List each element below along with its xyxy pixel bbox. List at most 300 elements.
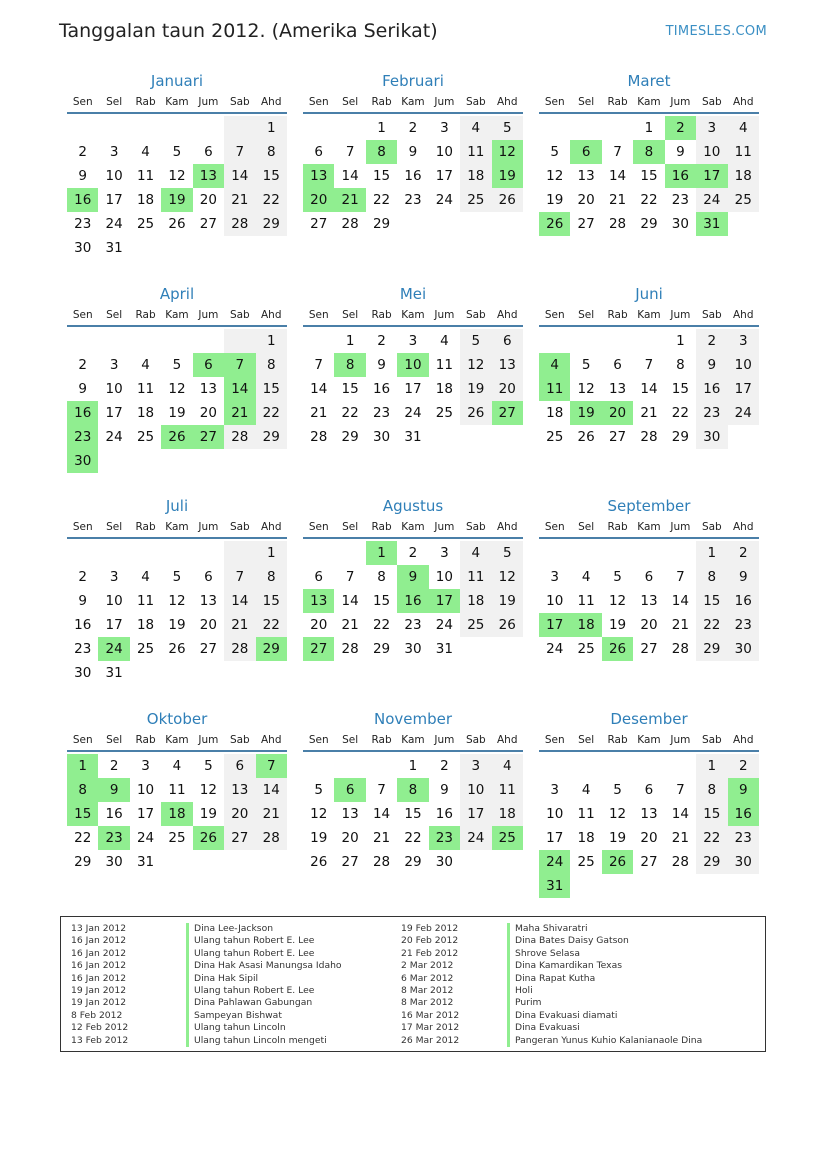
day-cell: 24 [728,401,759,425]
day-cell: 29 [404,854,422,870]
day-cell: 5 [492,116,523,140]
site-link[interactable]: TIMESLES.COM [665,24,767,39]
day-cell: 17 [136,806,155,822]
holiday-day: 13 [193,164,224,188]
weekday-label: Sel [342,96,359,108]
weekday-label: Jum [434,309,455,321]
legend-holiday-name: Dina Lee-Jackson [186,923,342,935]
day-cell: 17 [435,168,453,184]
holiday-day: 31 [696,212,727,236]
weekday-label: Ahd [732,96,754,108]
day-cell: 18 [136,405,155,421]
day-cell: 2 [440,758,449,774]
legend-date: 8 Mar 2012 [401,997,454,1009]
day-cell: 30 [671,216,689,232]
legend-date: 8 Feb 2012 [71,1009,123,1021]
day-cell: 3 [109,569,119,585]
day-cell: 18 [460,589,491,613]
day-cell: 9 [78,381,87,397]
weekday-label: Ahd [260,734,282,746]
empty-cell [570,754,601,778]
month-name: Desember [610,710,688,728]
weekday-label: Rab [135,521,156,533]
day-cell: 12 [608,806,627,822]
day-cell: 24 [546,641,564,657]
month-name: Maret [627,72,671,90]
weekday-label: Jum [198,521,219,533]
day-cell: 17 [546,830,564,846]
weekday-label: Jum [670,521,691,533]
day-cell: 4 [440,333,449,349]
day-cell: 11 [168,782,186,798]
legend-date: 16 Mar 2012 [401,1009,460,1021]
day-cell: 29 [640,216,658,232]
day-cell: 27 [577,216,595,232]
day-cell: 15 [696,589,727,613]
day-cell: 29 [372,641,391,657]
day-cell: 21 [224,188,255,212]
day-cell: 4 [141,569,150,585]
weekday-header [539,308,759,327]
weekday-label: Sen [308,96,329,108]
weekday-label: Jum [198,96,219,108]
weekday-header [303,733,523,752]
month-mei [303,283,523,449]
day-cell: 28 [341,216,359,232]
day-cell: 21 [310,405,328,421]
month-juli [67,495,287,685]
day-cell: 6 [314,144,323,160]
legend-holiday-name: Pangeran Yunus Kuhio Kalanianaole Dina [507,1035,702,1047]
empty-cell [539,329,570,353]
day-cell: 4 [141,357,150,373]
legend-holiday-name: Maha Shivaratri [507,923,702,935]
day-cell: 27 [224,826,255,850]
day-grid [67,754,287,874]
day-cell: 19 [492,589,523,613]
day-grid [67,329,287,473]
day-cell: 11 [460,565,491,589]
day-cell: 3 [109,357,119,373]
day-cell: 23 [671,192,689,208]
day-cell: 7 [314,357,323,373]
day-cell: 28 [341,641,359,657]
day-cell: 3 [728,329,759,353]
day-cell: 29 [256,425,287,449]
empty-cell [334,754,365,778]
day-cell: 30 [696,425,727,449]
day-cell: 15 [640,168,658,184]
holiday-day: 8 [397,778,428,802]
day-cell: 26 [168,216,186,232]
day-cell: 7 [676,569,685,585]
day-cell: 17 [105,617,123,633]
day-cell: 26 [492,188,523,212]
day-cell: 3 [550,569,559,585]
day-cell: 20 [640,617,658,633]
legend-holiday-name: Dina Pahlawan Gabungan [186,997,342,1009]
legend-date: 19 Jan 2012 [71,984,127,996]
weekday-label: Sen [72,734,93,746]
day-cell: 22 [372,192,391,208]
day-cell: 25 [460,613,491,637]
empty-cell [570,329,601,353]
holiday-day: 17 [539,613,570,637]
day-cell: 26 [577,429,595,445]
day-cell: 28 [224,637,255,661]
day-cell: 28 [640,429,658,445]
day-cell: 23 [74,216,92,232]
day-cell: 30 [728,637,759,661]
legend-date: 13 Jan 2012 [71,923,127,934]
day-cell: 2 [377,333,386,349]
day-cell: 21 [671,617,689,633]
month-name: Juli [165,497,189,515]
day-cell: 10 [105,593,123,609]
day-cell: 5 [581,357,591,373]
day-cell: 12 [168,381,186,397]
day-cell: 21 [640,405,658,421]
empty-cell [98,329,129,353]
legend-holiday-name: Ulang tahun Robert E. Lee [186,935,342,947]
day-cell: 20 [492,377,523,401]
day-cell: 12 [608,593,627,609]
day-cell: 24 [136,830,155,846]
empty-cell [161,329,192,353]
day-cell: 12 [546,168,564,184]
day-cell: 19 [460,377,491,401]
weekday-label: Jum [434,734,455,746]
legend-holiday-name: Dina Evakuasi [507,1022,702,1034]
legend-holiday-name: Ulang tahun Robert E. Lee [186,948,342,960]
month-name: Mei [399,285,427,303]
day-cell: 3 [141,758,150,774]
day-cell: 13 [199,593,217,609]
day-cell: 18 [728,164,759,188]
legend-date: 16 Jan 2012 [71,972,127,984]
day-grid [539,329,759,449]
day-cell: 1 [696,541,727,565]
weekday-label: Ahd [732,734,754,746]
day-cell: 10 [546,806,564,822]
weekday-label: Jum [434,96,455,108]
day-cell: 25 [136,216,155,232]
day-cell: 13 [640,806,658,822]
holiday-day: 8 [334,353,365,377]
day-cell: 23 [728,613,759,637]
day-grid [539,754,759,898]
weekday-label: Ahd [496,96,518,108]
holiday-day: 6 [570,140,601,164]
day-cell: 5 [204,758,213,774]
weekday-label: Rab [135,734,156,746]
day-cell: 22 [696,613,727,637]
month-maret [539,70,759,236]
day-cell: 6 [204,569,213,585]
day-cell: 2 [78,144,87,160]
day-cell: 11 [435,357,453,373]
weekday-label: Jum [670,96,691,108]
weekday-label: Sel [106,309,123,321]
weekday-label: Sab [701,309,722,321]
day-cell: 10 [546,593,564,609]
weekday-label: Jum [198,734,219,746]
day-cell: 9 [377,357,386,373]
day-cell: 21 [608,192,627,208]
holiday-day: 14 [224,377,255,401]
legend-date: 16 Jan 2012 [71,960,127,972]
weekday-label: Ahd [496,309,518,321]
day-cell: 13 [492,353,523,377]
day-cell: 29 [696,850,727,874]
holiday-day: 15 [67,802,98,826]
weekday-label: Ahd [260,521,282,533]
month-juni [539,283,759,449]
day-cell: 5 [314,782,323,798]
weekday-label: Sen [544,309,565,321]
legend-holiday-name: Ulang tahun Robert E. Lee [186,985,342,997]
weekday-label: Jum [198,309,219,321]
weekday-label: Sab [465,734,486,746]
day-cell: 17 [105,192,123,208]
day-cell: 29 [74,854,92,870]
empty-cell [602,329,633,353]
day-cell: 13 [640,593,658,609]
holiday-day: 9 [397,565,428,589]
weekday-label: Ahd [496,734,518,746]
day-grid [539,116,759,236]
day-cell: 4 [141,144,150,160]
day-cell: 7 [377,782,386,798]
day-cell: 21 [372,830,391,846]
day-cell: 7 [676,782,685,798]
day-cell: 24 [435,617,453,633]
day-cell: 23 [728,826,759,850]
day-cell: 13 [224,778,255,802]
day-cell: 6 [644,782,654,798]
weekday-label: Sen [544,96,565,108]
day-cell: 29 [696,637,727,661]
empty-cell [633,329,664,353]
weekday-label: Sab [701,521,722,533]
weekday-label: Kam [637,521,661,533]
legend-date: 21 Feb 2012 [401,947,459,959]
legend-date: 12 Feb 2012 [71,1022,129,1034]
holiday-day: 30 [67,449,98,473]
legend-date: 17 Mar 2012 [401,1022,460,1034]
day-cell: 21 [224,613,255,637]
day-cell: 1 [377,120,386,136]
month-name: Oktober [146,710,208,728]
empty-cell [602,116,633,140]
weekday-label: Sel [106,96,123,108]
holiday-day: 20 [602,401,633,425]
holiday-day: 7 [224,353,255,377]
empty-cell [98,116,129,140]
day-cell: 20 [199,617,217,633]
day-cell: 5 [613,782,622,798]
day-cell: 7 [345,144,355,160]
day-cell: 15 [341,381,359,397]
day-cell: 5 [172,357,182,373]
day-cell: 11 [136,381,155,397]
day-cell: 29 [256,212,287,236]
day-grid [303,541,523,661]
day-cell: 30 [435,854,453,870]
empty-cell [193,329,224,353]
day-cell: 2 [728,541,759,565]
holiday-day: 17 [696,164,727,188]
day-cell: 11 [492,778,523,802]
day-cell: 28 [608,216,627,232]
day-cell: 9 [78,593,87,609]
day-cell: 27 [640,854,658,870]
weekday-label: Kam [401,96,425,108]
day-cell: 30 [74,240,92,256]
day-cell: 14 [640,381,658,397]
day-cell: 22 [640,192,658,208]
holiday-day: 19 [492,164,523,188]
day-cell: 30 [105,854,123,870]
weekday-label: Sel [342,734,359,746]
weekday-label: Ahd [732,521,754,533]
legend-date: 13 Feb 2012 [71,1034,129,1046]
day-cell: 11 [460,140,491,164]
day-cell: 28 [671,854,689,870]
holiday-day: 26 [539,212,570,236]
day-cell: 2 [78,357,87,373]
day-cell: 19 [168,617,186,633]
day-cell: 3 [696,116,727,140]
day-cell: 3 [440,120,449,136]
day-cell: 3 [408,333,418,349]
weekday-label: Sel [578,96,595,108]
month-name: Februari [382,72,444,90]
day-cell: 12 [460,353,491,377]
empty-cell [130,116,161,140]
weekday-label: Ahd [260,96,282,108]
holiday-day: 6 [334,778,365,802]
page-title: Tanggalan taun 2012. (Amerika Serikat) [59,20,438,42]
day-cell: 17 [460,802,491,826]
weekday-label: Sab [465,309,486,321]
holiday-day: 23 [98,826,129,850]
day-cell: 6 [613,357,622,373]
day-cell: 18 [460,164,491,188]
empty-cell [193,116,224,140]
day-cell: 14 [341,168,359,184]
day-cell: 27 [310,216,328,232]
day-cell: 5 [550,144,559,160]
weekday-label: Jum [670,309,691,321]
day-cell: 24 [105,216,123,232]
weekday-label: Sen [72,521,93,533]
weekday-header [303,520,523,539]
legend-date: 19 Feb 2012 [401,923,459,934]
day-cell: 20 [199,192,217,208]
day-cell: 20 [224,802,255,826]
day-cell: 7 [345,569,355,585]
weekday-label: Kam [637,309,661,321]
legend-date: 8 Mar 2012 [401,984,454,996]
holiday-day: 18 [161,802,192,826]
day-grid [303,329,523,449]
empty-cell [665,754,696,778]
weekday-label: Sab [701,96,722,108]
empty-cell [224,329,255,353]
day-cell: 9 [408,144,418,160]
holiday-day: 16 [665,164,696,188]
day-cell: 18 [577,830,595,846]
weekday-label: Kam [401,734,425,746]
day-cell: 25 [136,641,155,657]
holiday-day: 19 [161,188,192,212]
day-cell: 20 [341,830,359,846]
day-cell: 14 [341,593,359,609]
weekday-header [67,95,287,114]
day-cell: 27 [199,216,217,232]
holiday-day: 17 [429,589,460,613]
weekday-label: Sel [342,309,359,321]
day-cell: 8 [676,357,685,373]
day-cell: 25 [577,641,595,657]
weekday-header [539,520,759,539]
day-cell: 29 [341,429,359,445]
day-cell: 19 [608,830,627,846]
day-cell: 22 [256,613,287,637]
day-cell: 26 [168,641,186,657]
weekday-label: Sen [544,734,565,746]
day-cell: 29 [372,216,391,232]
day-cell: 5 [613,569,622,585]
empty-cell [602,754,633,778]
empty-cell [539,116,570,140]
holiday-day: 19 [570,401,601,425]
weekday-label: Sab [229,734,250,746]
day-cell: 23 [696,401,727,425]
month-september [539,495,759,661]
day-cell: 4 [581,569,591,585]
day-cell: 15 [671,381,689,397]
day-cell: 14 [608,168,627,184]
weekday-label: Sab [701,734,722,746]
day-cell: 31 [435,641,453,657]
legend-holiday-name: Dina Kamardikan Texas [507,960,702,972]
holiday-day: 13 [303,589,334,613]
day-cell: 9 [78,168,87,184]
holiday-day: 27 [492,401,523,425]
day-cell: 10 [435,144,453,160]
holiday-day: 16 [728,802,759,826]
weekday-label: Sab [465,521,486,533]
day-cell: 12 [168,168,186,184]
day-cell: 13 [608,381,627,397]
day-grid [303,116,523,236]
day-cell: 12 [168,593,186,609]
legend-holiday-name: Shrove Selasa [507,948,702,960]
month-november [303,708,523,874]
day-cell: 5 [172,569,182,585]
empty-cell [570,116,601,140]
empty-cell [130,541,161,565]
month-name: September [607,497,691,515]
day-cell: 9 [676,144,685,160]
day-cell: 2 [109,758,119,774]
day-cell: 1 [256,541,287,565]
day-cell: 22 [74,830,92,846]
day-cell: 13 [341,806,359,822]
holiday-day: 21 [334,188,365,212]
